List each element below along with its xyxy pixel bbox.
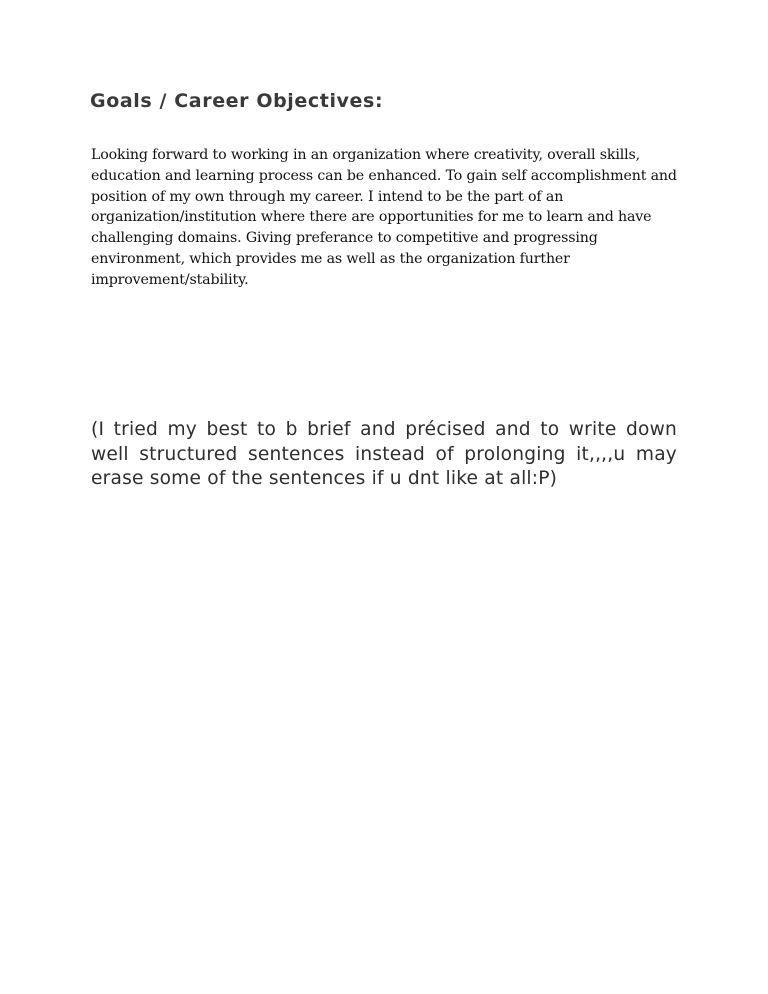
career-objective-paragraph: Looking forward to working in an organization where creativity, overall skills, education and learning process can be enhanced. To gain self accomplishment and position of my own through my career. I intend to be the part of an organization/institution where there are opportunities for me to learn and have challenging domains. Giving preferance to competitive and progressing environment, which provides me as well as the organization further improvement/stability.	[91, 147, 677, 288]
section-heading: Goals / Career Objectives:	[90, 90, 384, 112]
author-note-paragraph: (I tried my best to b brief and précised and to write down well structured sentences instead of prolonging it,,,,u may erase some of the sentences if u dnt like at all:P)	[91, 419, 677, 490]
